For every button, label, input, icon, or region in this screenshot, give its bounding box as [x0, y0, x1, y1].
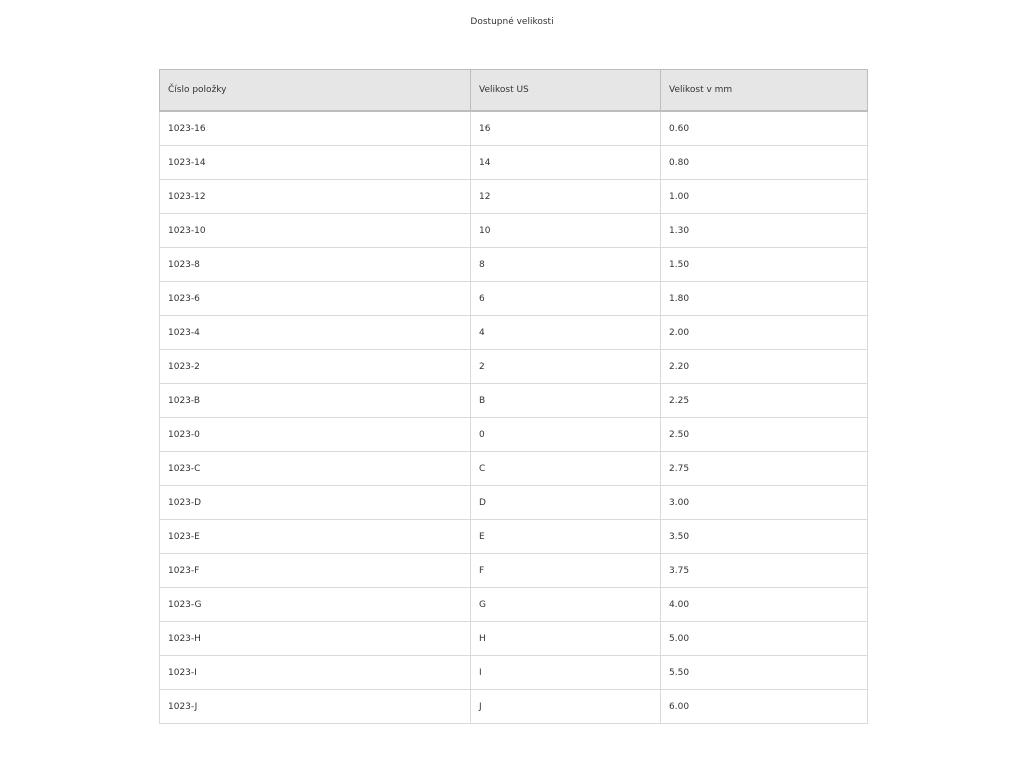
cell-size-mm: 1.30	[661, 214, 868, 248]
column-header-us-size: Velikost US	[471, 70, 661, 112]
cell-item-number: 1023-F	[160, 554, 471, 588]
cell-size-mm: 2.50	[661, 418, 868, 452]
table-header-row	[160, 70, 868, 112]
cell-size-mm: 2.00	[661, 316, 868, 350]
cell-item-number: 1023-G	[160, 588, 471, 622]
table-row	[160, 316, 868, 350]
table-row	[160, 486, 868, 520]
cell-us-size: B	[471, 384, 661, 418]
cell-item-number: 1023-4	[160, 316, 471, 350]
cell-size-mm: 3.75	[661, 554, 868, 588]
table-row	[160, 588, 868, 622]
table-row	[160, 384, 868, 418]
table-row	[160, 554, 868, 588]
cell-item-number: 1023-B	[160, 384, 471, 418]
table-row	[160, 418, 868, 452]
cell-item-number: 1023-10	[160, 214, 471, 248]
cell-size-mm: 0.80	[661, 146, 868, 180]
cell-item-number: 1023-2	[160, 350, 471, 384]
cell-item-number: 1023-H	[160, 622, 471, 656]
cell-us-size: 6	[471, 282, 661, 316]
cell-size-mm: 3.50	[661, 520, 868, 554]
cell-size-mm: 2.20	[661, 350, 868, 384]
table-row	[160, 520, 868, 554]
cell-us-size: 0	[471, 418, 661, 452]
page-title: Dostupné velikosti	[470, 17, 554, 27]
cell-us-size: F	[471, 554, 661, 588]
cell-size-mm: 2.75	[661, 452, 868, 486]
table-row	[160, 622, 868, 656]
table-body	[160, 111, 868, 724]
cell-size-mm: 1.80	[661, 282, 868, 316]
cell-us-size: I	[471, 656, 661, 690]
cell-us-size: G	[471, 588, 661, 622]
cell-size-mm: 0.60	[661, 111, 868, 146]
cell-us-size: 4	[471, 316, 661, 350]
cell-size-mm: 5.00	[661, 622, 868, 656]
cell-us-size: 14	[471, 146, 661, 180]
table-row	[160, 111, 868, 146]
cell-item-number: 1023-D	[160, 486, 471, 520]
cell-us-size: J	[471, 690, 661, 724]
table-row	[160, 282, 868, 316]
table-row	[160, 248, 868, 282]
cell-item-number: 1023-0	[160, 418, 471, 452]
cell-size-mm: 3.00	[661, 486, 868, 520]
cell-size-mm: 5.50	[661, 656, 868, 690]
cell-item-number: 1023-6	[160, 282, 471, 316]
cell-us-size: 16	[471, 111, 661, 146]
cell-us-size: 8	[471, 248, 661, 282]
cell-size-mm: 2.25	[661, 384, 868, 418]
table-row	[160, 146, 868, 180]
cell-size-mm: 4.00	[661, 588, 868, 622]
cell-us-size: 10	[471, 214, 661, 248]
cell-item-number: 1023-14	[160, 146, 471, 180]
cell-item-number: 1023-I	[160, 656, 471, 690]
cell-size-mm: 1.50	[661, 248, 868, 282]
cell-size-mm: 1.00	[661, 180, 868, 214]
cell-item-number: 1023-C	[160, 452, 471, 486]
cell-item-number: 1023-8	[160, 248, 471, 282]
column-header-size-mm: Velikost v mm	[661, 70, 868, 112]
table-row	[160, 350, 868, 384]
table-row	[160, 452, 868, 486]
cell-us-size: D	[471, 486, 661, 520]
cell-item-number: 1023-J	[160, 690, 471, 724]
table-row	[160, 690, 868, 724]
cell-us-size: 2	[471, 350, 661, 384]
cell-size-mm: 6.00	[661, 690, 868, 724]
column-header-item-number: Číslo položky	[160, 70, 471, 112]
cell-item-number: 1023-16	[160, 111, 471, 146]
cell-us-size: H	[471, 622, 661, 656]
cell-us-size: E	[471, 520, 661, 554]
sizes-table	[159, 69, 868, 724]
table-row	[160, 180, 868, 214]
table-row	[160, 214, 868, 248]
cell-us-size: 12	[471, 180, 661, 214]
cell-item-number: 1023-12	[160, 180, 471, 214]
cell-us-size: C	[471, 452, 661, 486]
cell-item-number: 1023-E	[160, 520, 471, 554]
table-row	[160, 656, 868, 690]
